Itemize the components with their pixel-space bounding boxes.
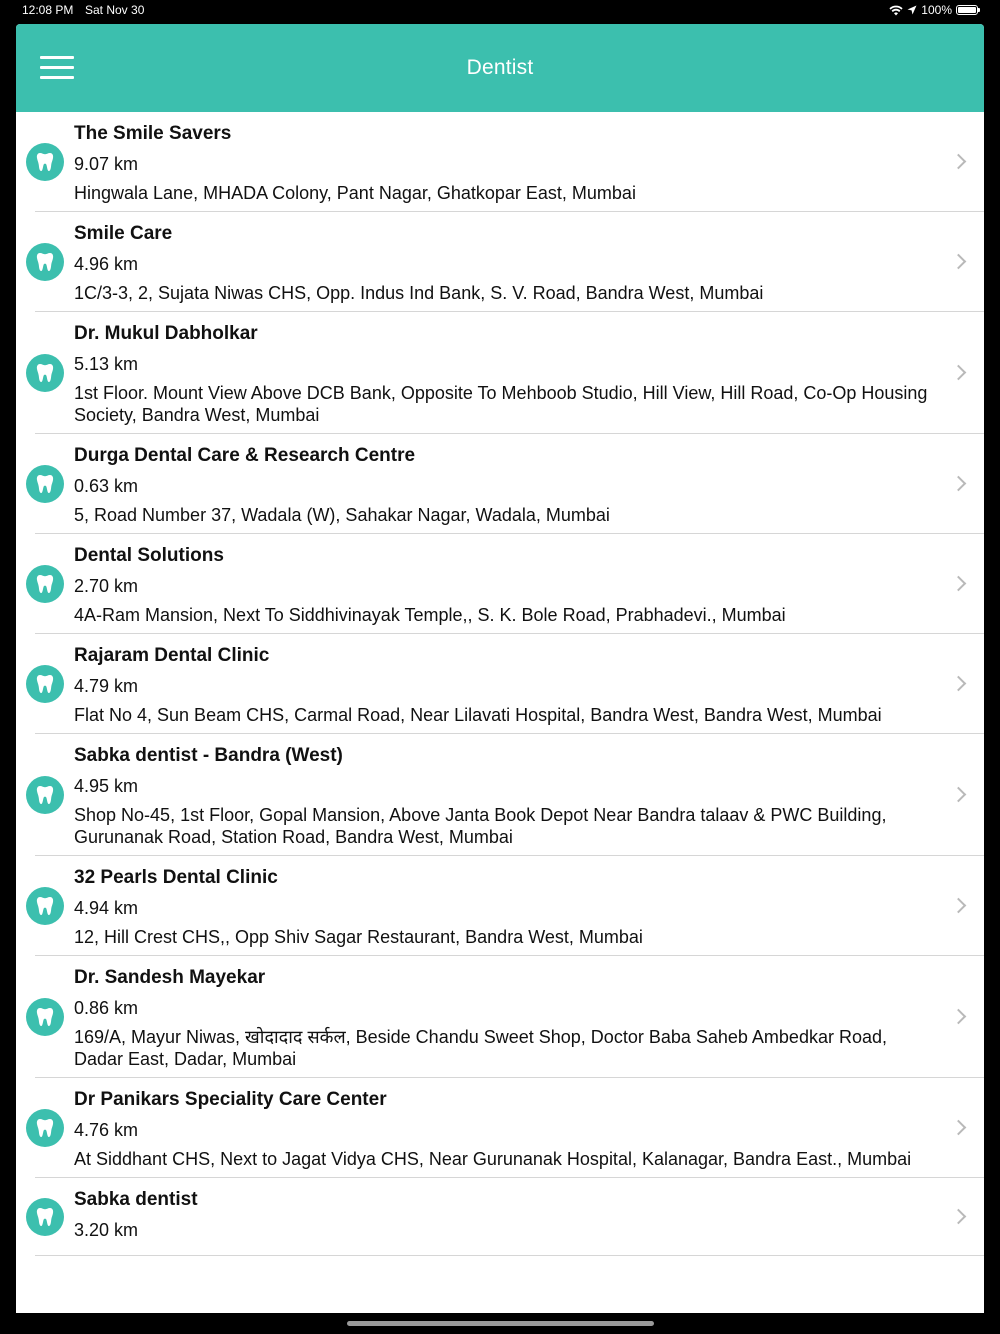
dentist-name: Dr. Mukul Dabholkar bbox=[74, 323, 258, 344]
dentist-name: Durga Dental Care & Research Centre bbox=[74, 445, 416, 466]
battery-percent: 100% bbox=[921, 3, 952, 17]
list-item[interactable] bbox=[16, 856, 984, 956]
dentist-name: Sabka dentist bbox=[74, 1189, 198, 1210]
dentist-distance: 9.07 km bbox=[74, 154, 139, 174]
chevron-right-icon bbox=[951, 1209, 967, 1225]
tooth-icon bbox=[26, 1198, 64, 1236]
dentist-address: Hingwala Lane, MHADA Colony, Pant Nagar, Ghatkopar East, Mumbai bbox=[74, 183, 636, 203]
tooth-icon bbox=[26, 354, 64, 392]
dentist-list bbox=[16, 112, 984, 1256]
dentist-distance: 5.13 km bbox=[74, 354, 139, 374]
dentist-name: 32 Pearls Dental Clinic bbox=[74, 867, 278, 888]
chevron-right-icon bbox=[951, 254, 967, 270]
dentist-name: Dr. Sandesh Mayekar bbox=[74, 967, 266, 988]
list-item[interactable] bbox=[16, 1178, 984, 1256]
tooth-icon bbox=[26, 465, 64, 503]
dentist-distance: 4.79 km bbox=[74, 676, 139, 696]
dentist-address: 4A-Ram Mansion, Next To Siddhivinayak Temple,, S. K. Bole Road, Prabhadevi., Mumbai bbox=[74, 605, 786, 625]
tooth-icon bbox=[26, 143, 64, 181]
location-arrow-icon bbox=[907, 5, 917, 15]
status-time: 12:08 PM bbox=[22, 3, 74, 17]
dentist-name: The Smile Savers bbox=[74, 123, 232, 144]
chevron-right-icon bbox=[951, 898, 967, 914]
chevron-right-icon bbox=[951, 576, 967, 592]
dentist-address: Shop No-45, 1st Floor, Gopal Mansion, Above Janta Book Depot Near Bandra talaav & PWC Building, Gurunanak Road, Station Road, Bandra West, Mumbai bbox=[74, 805, 887, 847]
chevron-right-icon bbox=[951, 787, 967, 803]
status-date: Sat Nov 30 bbox=[85, 3, 145, 17]
chevron-right-icon bbox=[951, 365, 967, 381]
dentist-address: Flat No 4, Sun Beam CHS, Carmal Road, Near Lilavati Hospital, Bandra West, Bandra West, Mumbai bbox=[74, 705, 882, 725]
list-item[interactable] bbox=[16, 112, 984, 212]
tooth-icon bbox=[26, 1109, 64, 1147]
page-title: Dentist bbox=[466, 56, 534, 79]
dentist-address: 12, Hill Crest CHS,, Opp Shiv Sagar Restaurant, Bandra West, Mumbai bbox=[74, 927, 643, 947]
chevron-right-icon bbox=[951, 476, 967, 492]
chevron-right-icon bbox=[951, 676, 967, 692]
chevron-right-icon bbox=[951, 1120, 967, 1136]
dentist-name: Dental Solutions bbox=[74, 545, 224, 566]
navigation-bar bbox=[16, 24, 984, 112]
dentist-distance: 2.70 km bbox=[74, 576, 139, 596]
dentist-address: At Siddhant CHS, Next to Jagat Vidya CHS, Near Gurunanak Hospital, Kalanagar, Bandra East., Mumbai bbox=[74, 1149, 912, 1169]
wifi-icon bbox=[889, 5, 903, 16]
dentist-name: Sabka dentist - Bandra (West) bbox=[74, 745, 343, 766]
list-item[interactable] bbox=[16, 1078, 984, 1178]
dentist-name: Rajaram Dental Clinic bbox=[74, 645, 270, 666]
app-window bbox=[16, 24, 984, 1313]
tooth-icon bbox=[26, 665, 64, 703]
list-item[interactable] bbox=[16, 212, 984, 312]
dentist-address: 1st Floor. Mount View Above DCB Bank, Opposite To Mehboob Studio, Hill View, Hill Road, Co-Op Housing Society, Bandra West, Mumbai bbox=[74, 383, 928, 425]
list-item[interactable] bbox=[16, 956, 984, 1078]
dentist-distance: 4.95 km bbox=[74, 776, 139, 796]
dentist-distance: 4.76 km bbox=[74, 1120, 139, 1140]
home-indicator[interactable] bbox=[347, 1321, 654, 1326]
dentist-address: 169/A, Mayur Niwas, खोदादाद सर्कल, Beside Chandu Sweet Shop, Doctor Baba Saheb Ambedkar Road, Dadar East, Dadar, Mumbai bbox=[74, 1027, 887, 1069]
dentist-distance: 3.20 km bbox=[74, 1220, 139, 1240]
battery-icon bbox=[956, 5, 978, 15]
list-item[interactable] bbox=[16, 734, 984, 856]
dentist-distance: 0.86 km bbox=[74, 998, 139, 1018]
chevron-right-icon bbox=[951, 1009, 967, 1025]
tooth-icon bbox=[26, 565, 64, 603]
status-bar bbox=[0, 0, 1000, 22]
tooth-icon bbox=[26, 887, 64, 925]
list-item[interactable] bbox=[16, 534, 984, 634]
dentist-address: 1C/3-3, 2, Sujata Niwas CHS, Opp. Indus Ind Bank, S. V. Road, Bandra West, Mumbai bbox=[74, 283, 764, 303]
tooth-icon bbox=[26, 243, 64, 281]
dentist-distance: 4.94 km bbox=[74, 898, 139, 918]
tooth-icon bbox=[26, 776, 64, 814]
status-right bbox=[889, 0, 978, 20]
dentist-distance: 4.96 km bbox=[74, 254, 139, 274]
tooth-icon bbox=[26, 998, 64, 1036]
list-item[interactable] bbox=[16, 312, 984, 434]
list-item[interactable] bbox=[16, 634, 984, 734]
list-item[interactable] bbox=[16, 434, 984, 534]
dentist-distance: 0.63 km bbox=[74, 476, 139, 496]
chevron-right-icon bbox=[951, 154, 967, 170]
dentist-name: Smile Care bbox=[74, 223, 173, 244]
dentist-address: 5, Road Number 37, Wadala (W), Sahakar Nagar, Wadala, Mumbai bbox=[74, 505, 610, 525]
dentist-name: Dr Panikars Speciality Care Center bbox=[74, 1089, 387, 1110]
